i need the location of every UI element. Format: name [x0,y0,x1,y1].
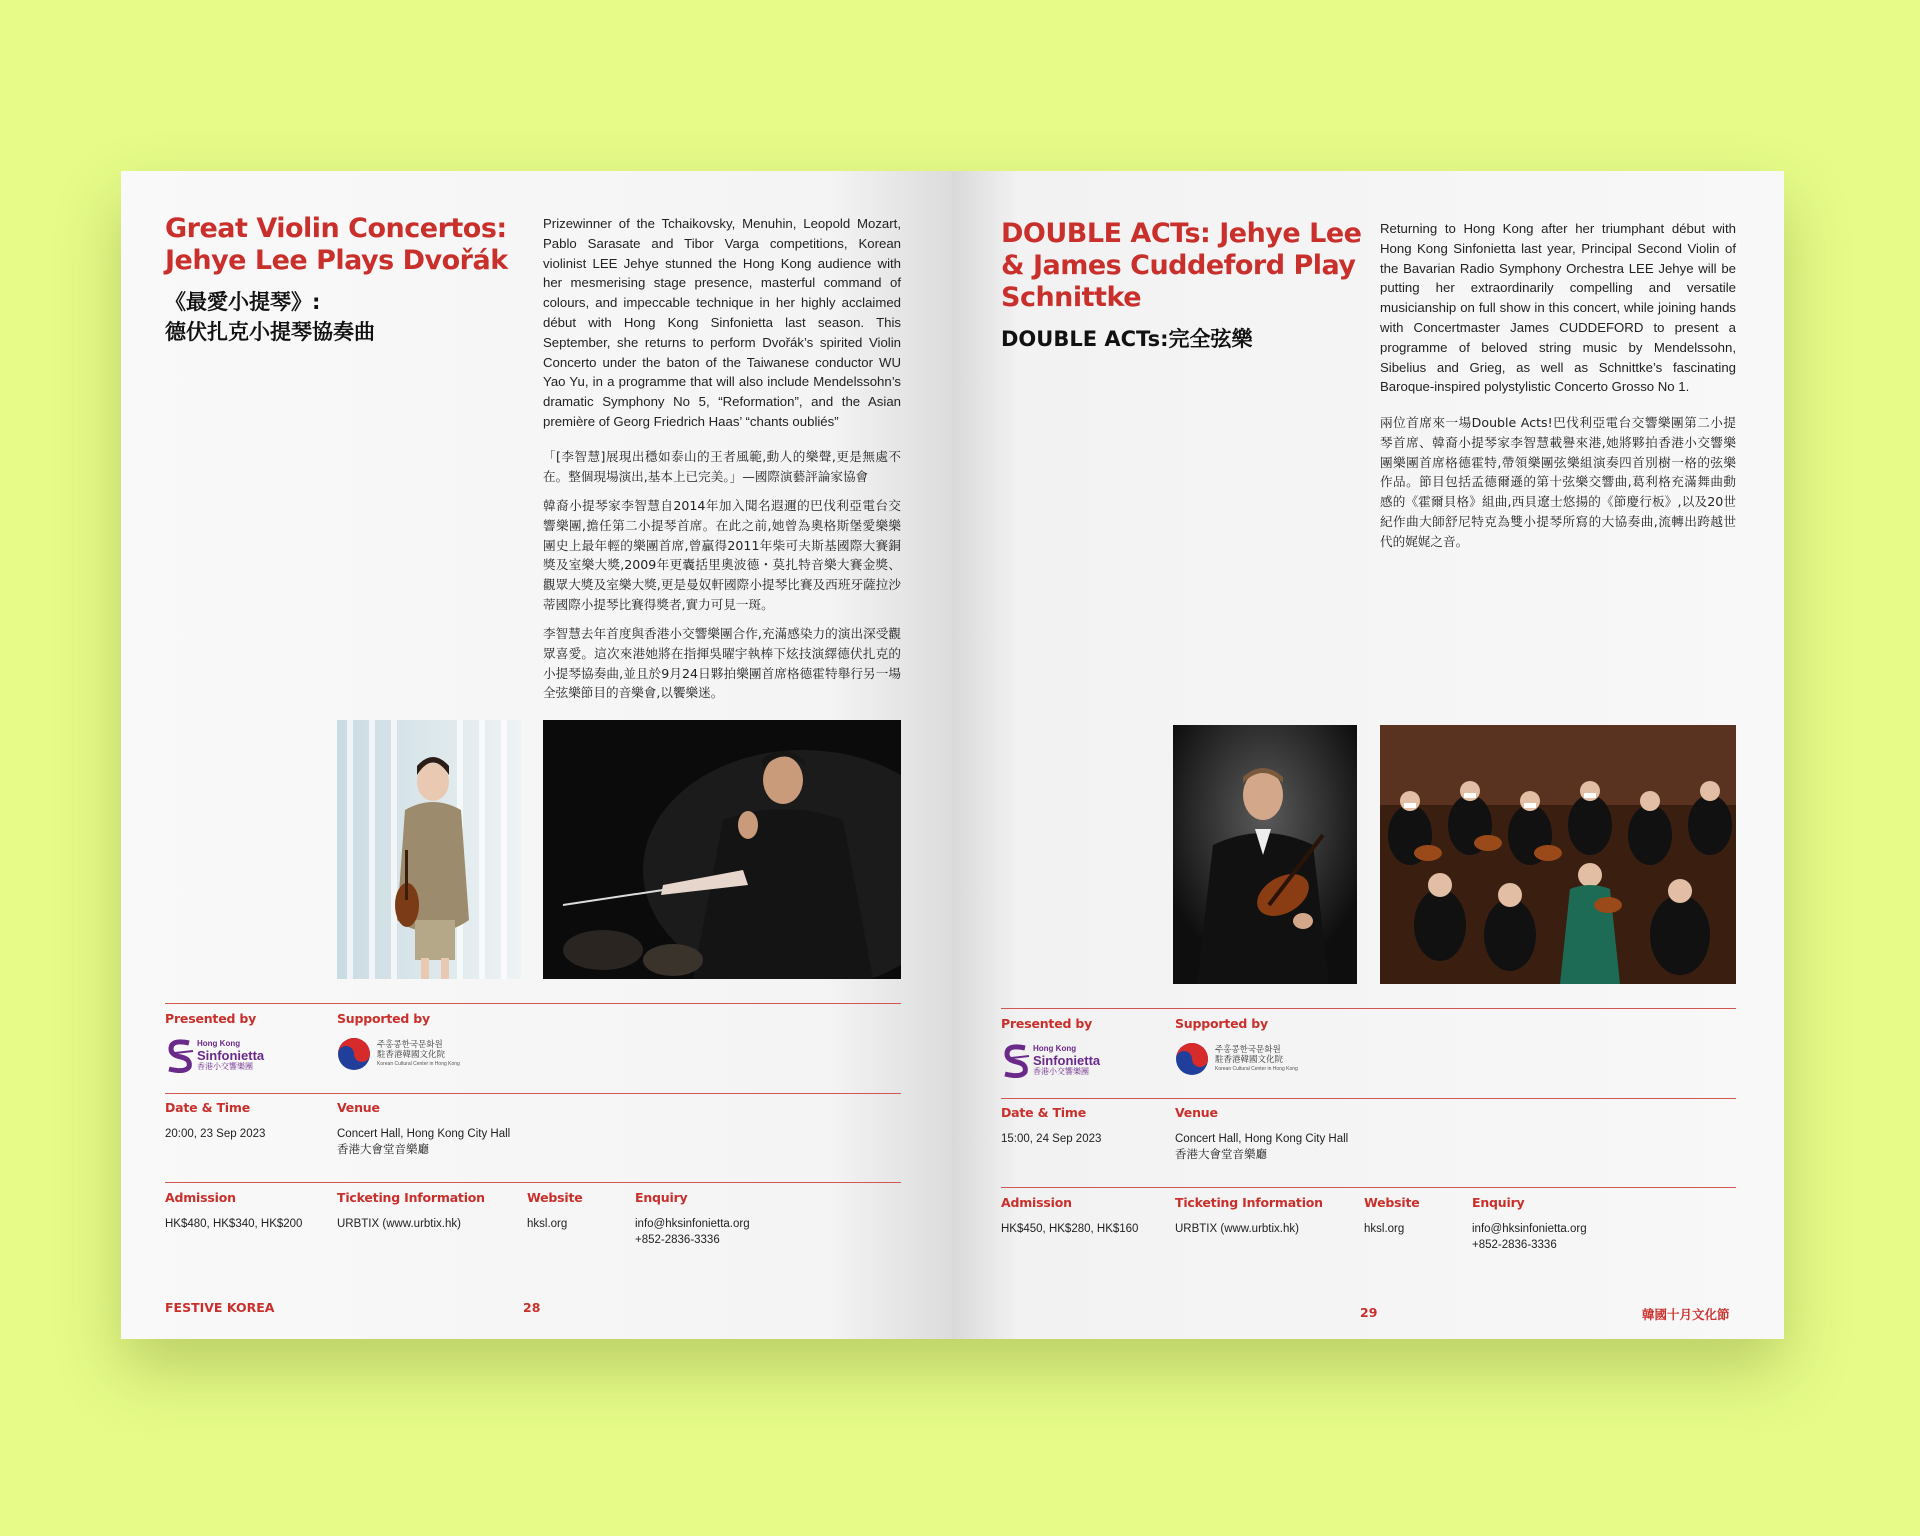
violinist-photo [337,720,521,979]
page-29 [952,171,1784,1339]
description-zh-right: 兩位首席來一場Double Acts!巴伐利亞電台交響樂團第二小提琴首席、韓裔小提琴家李智慧載譽來港,她將夥拍香港小交響樂團樂團首席格德霍特,帶領樂團弦樂組演奏四首別樹一格的弦樂作品。節目包括孟德爾遜的第十弦樂交響曲,葛利格充滿舞曲動感的《霍爾貝格》組曲,西貝遼士悠揚的《節慶行板》,以及20世紀作曲大師舒尼特克為雙小提琴所寫的大協奏曲,流轉出跨越世代的娓娓之音。 [1380,415,1736,549]
supported-by-label: Supported by [1175,1016,1268,1031]
ticketing-value: URBTIX (www.urbtix.hk) [1175,1223,1299,1235]
presented-by-label: Presented by [165,1011,257,1026]
korean-cultural-center-logo [1175,1042,1298,1076]
website-label: Website [527,1190,583,1205]
date-time-value: 20:00, 23 Sep 2023 [165,1128,266,1140]
venue-zh: 香港大會堂音樂廳 [1175,1149,1267,1161]
venue-en: Concert Hall, Hong Kong City Hall [1175,1133,1349,1145]
divider [165,1182,901,1183]
venue-en: Concert Hall, Hong Kong City Hall [337,1128,511,1140]
logo-text: 주홍콩한국문화원 [377,1039,443,1049]
enquiry-value [1472,1221,1587,1253]
divider [165,1003,901,1004]
concert-title-zh-right: DOUBLE ACTs:完全弦樂 [1001,327,1253,351]
venue-value [1175,1131,1348,1163]
presented-by-label: Presented by [1001,1016,1093,1031]
enquiry-phone: +852-2836-3336 [635,1234,720,1246]
bio-zh-left-2: 李智慧去年首度與香港小交響樂團合作,充滿感染力的演出深受觀眾喜愛。這次來港她將在指揮吳曜宇執棒下炫技演繹德伏扎克的小提琴協奏曲,並且於9月24日夥拍樂團首席格德霍特舉行另一場全弦樂節目的音樂會,以饗樂迷。 [543,626,901,701]
title-zh-line-2: 德伏扎克小提琴協奏曲 [165,320,375,344]
venue-label: Venue [1175,1105,1218,1120]
logo-text: Hong Kong [197,1038,241,1048]
logo-text: 駐香港韓國文化院 [1215,1054,1284,1064]
sinfonietta-s-mark-icon [165,1037,195,1073]
enquiry-label: Enquiry [1472,1195,1525,1210]
concert-title-right: DOUBLE ACTs: Jehye Lee & James Cuddeford Play Schnittke [1001,218,1362,313]
sinfonietta-s-mark-icon [1001,1042,1031,1078]
concert-description-en-right: Returning to Hong Kong after her triumphant début with Hong Kong Sinfonietta last year, Principal Second Violin of the Bavarian Radio Symphony Orchestra LEE Jehye will be putting her extraordinarily compelling and versatile musicianship on full show in this concert, while joining hands with Concertmaster James CUDDEFORD to present a programme of beloved string music by Mendelssohn, Sibelius and Grieg, as well as Schnittke’s fascinating Baroque-inspired polystylistic Concerto Grosso No 1. [1380,221,1736,395]
divider [165,1093,901,1094]
ticketing-value: URBTIX (www.urbtix.hk) [337,1218,461,1230]
logo-text: Sinfonietta [1033,1052,1101,1068]
page-number: 28 [523,1300,541,1315]
critic-quote-zh: 「[李智慧]展現出穩如泰山的王者風範,動人的樂聲,更是無處不在。整個現場演出,基本上已完美。」—國際演藝評論家協會 [543,449,901,484]
orchestra-photo [1380,725,1736,984]
admission-value: HK$480, HK$340, HK$200 [165,1218,303,1230]
enquiry-value [635,1216,750,1248]
hk-sinfonietta-logo [1001,1042,1100,1078]
logo-text: Sinfonietta [197,1047,265,1063]
website-link[interactable]: hksl.org [527,1218,568,1230]
logo-text: 주홍콩한국문화원 [1215,1044,1281,1054]
logo-text: Korean Cultural Center in Hong Kong [1215,1066,1298,1072]
date-time-label: Date & Time [1001,1105,1086,1120]
taegeuk-icon [1175,1042,1209,1076]
logo-text: 香港小交響樂團 [1033,1066,1089,1076]
date-time-label: Date & Time [165,1100,250,1115]
admission-label: Admission [1001,1195,1072,1210]
date-time-value: 15:00, 24 Sep 2023 [1001,1133,1102,1145]
title-zh-line-1: 《最愛小提琴》: [165,290,321,314]
logo-text: Korean Cultural Center in Hong Kong [377,1061,460,1067]
james-cuddeford-photo [1173,725,1357,984]
footer-festival-name: FESTIVE KOREA [165,1300,275,1315]
website-label: Website [1364,1195,1420,1210]
bio-zh-left-1: 韓裔小提琴家李智慧自2014年加入聞名遐邇的巴伐利亞電台交響樂團,擔任第二小提琴首席。在此之前,她曾為奧格斯堡愛樂樂團史上最年輕的樂團首席,曾贏得2011年柴可夫斯基國際大賽銅獎及室樂大獎,2009年更囊括里奧波德・莫扎特音樂大賽金獎、觀眾大獎及室樂大獎,更是曼奴軒國際小提琴比賽及西班牙薩拉沙蒂國際小提琴比賽得獎者,實力可見一斑。 [543,498,901,612]
page-28 [121,171,952,1339]
conductor-photo [543,720,901,979]
venue-zh: 香港大會堂音樂廳 [337,1144,429,1156]
ticketing-label: Ticketing Information [1175,1195,1323,1210]
supported-by-label: Supported by [337,1011,430,1026]
enquiry-email-link[interactable]: info@hksinfonietta.org [635,1218,750,1230]
footer-festival-name-zh: 韓國十月文化節 [1642,1307,1730,1322]
admission-value: HK$450, HK$280, HK$160 [1001,1223,1139,1235]
venue-label: Venue [337,1100,380,1115]
enquiry-label: Enquiry [635,1190,688,1205]
page-number: 29 [1360,1305,1378,1320]
brochure-spread [121,171,1784,1339]
ticketing-label: Ticketing Information [337,1190,485,1205]
concert-description-en-left: Prizewinner of the Tchaikovsky, Menuhin, Leopold Mozart, Pablo Sarasate and Tibor Varga competitions, Korean violinist LEE Jehye stunned the Hong Kong audience with her mesmerising stage presence, masterful command of colours, and impeccable technique in her highly acclaimed début with Hong Kong Sinfonietta last season. This September, she returns to perform Dvořák’s spirited Violin Concerto under the baton of the Taiwanese conductor WU Yao Yu, in a programme that will also include Mendelssohn’s dramatic Symphony No 5, “Reformation”, and the Asian première of Georg Friedrich Haas’ “chants oubliés” [543,216,901,429]
concert-title-zh-left [165,287,525,347]
taegeuk-icon [337,1037,371,1071]
logo-text: 駐香港韓國文化院 [377,1049,446,1059]
enquiry-email-link[interactable]: info@hksinfonietta.org [1472,1223,1587,1235]
divider [1001,1008,1736,1009]
enquiry-phone: +852-2836-3336 [1472,1239,1557,1251]
divider [1001,1187,1736,1188]
concert-title-left: Great Violin Concertos: Jehye Lee Plays Dvořák [165,213,508,276]
divider [1001,1098,1736,1099]
logo-text: 香港小交響樂團 [197,1061,253,1071]
admission-label: Admission [165,1190,236,1205]
hk-sinfonietta-logo [165,1037,264,1073]
logo-text: Hong Kong [1033,1043,1077,1053]
website-link[interactable]: hksl.org [1364,1223,1405,1235]
venue-value [337,1126,510,1158]
korean-cultural-center-logo [337,1037,460,1071]
